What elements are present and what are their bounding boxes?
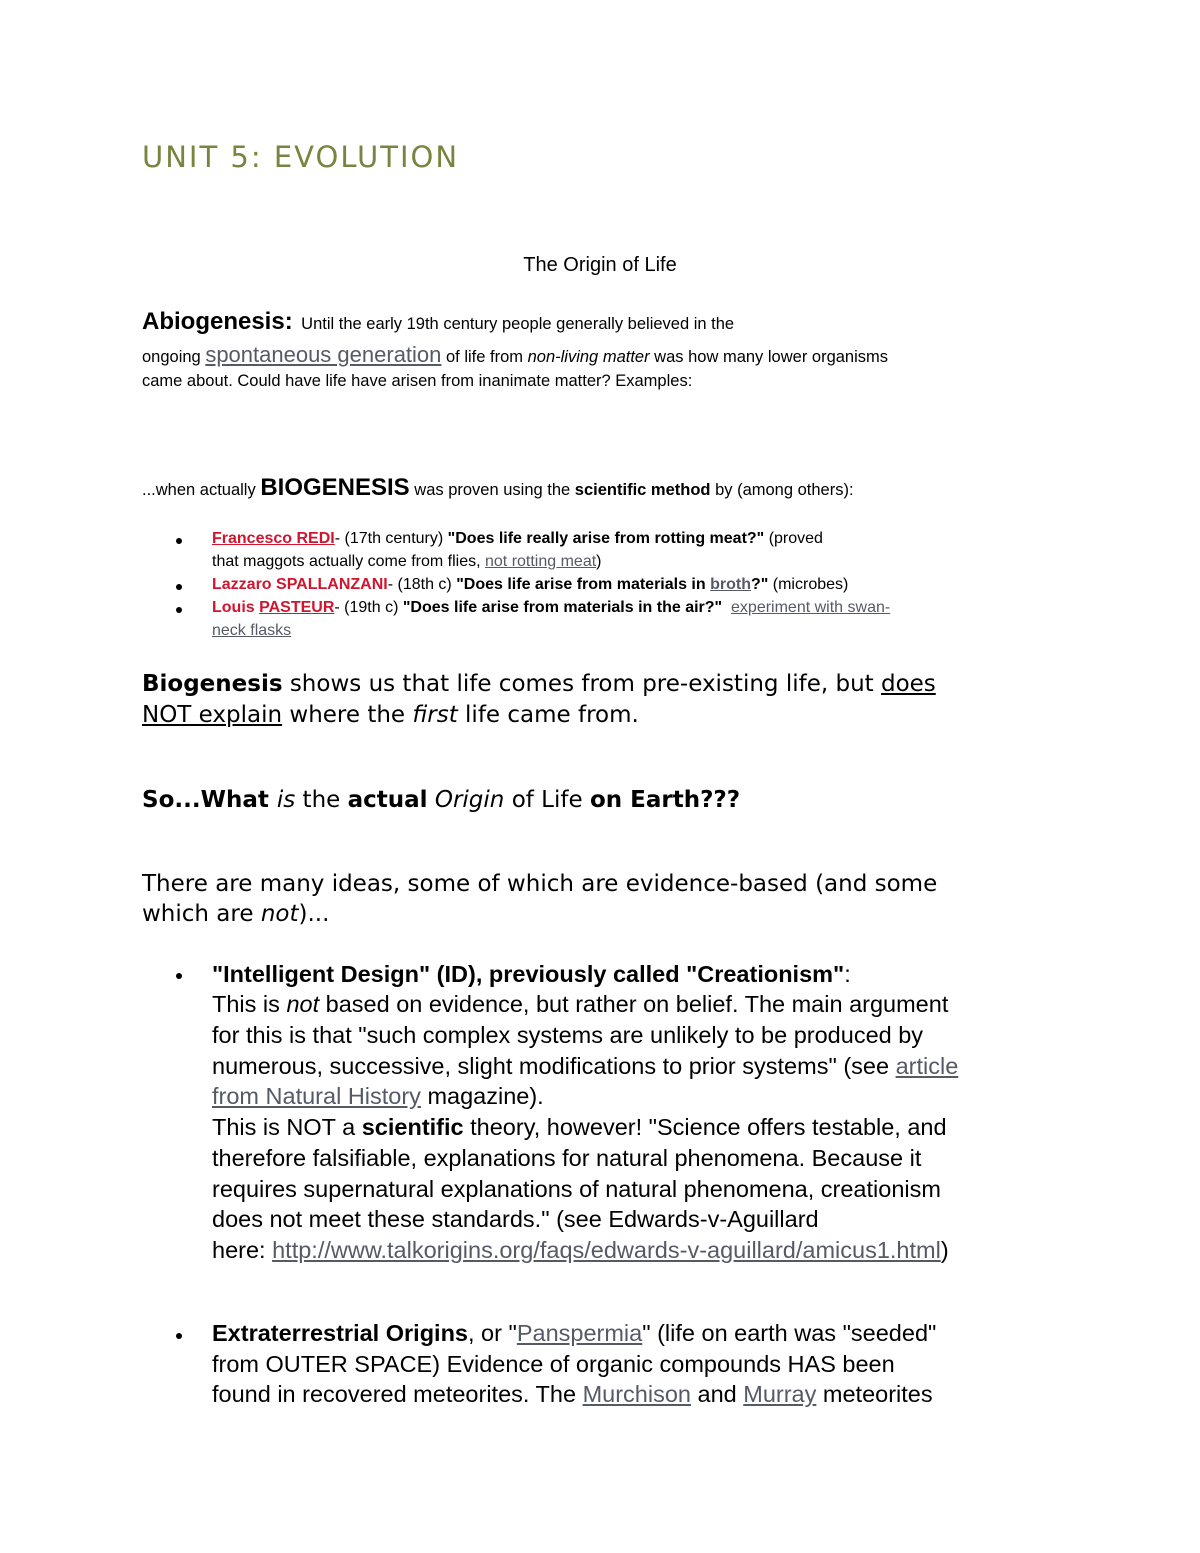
not-rotting-meat-link[interactable]: not rotting meat bbox=[485, 553, 597, 570]
talkorigins-link[interactable]: http://www.talkorigins.org/faqs/edwards-v-aguillard/amicus1.html bbox=[272, 1237, 941, 1263]
id-line-1: This is not based on evidence, but rather on belief. The main argument bbox=[212, 991, 949, 1017]
bullet-icon bbox=[176, 538, 182, 544]
abiogenesis-term: Abiogenesis: bbox=[142, 308, 293, 335]
murray-link[interactable]: Murray bbox=[743, 1381, 817, 1407]
id-line-9: here: http://www.talkorigins.org/faqs/edwards-v-aguillard/amicus1.html) bbox=[212, 1237, 949, 1263]
abiogenesis-line-2: ongoing spontaneous generation of life from non-living matter was how many lower organisms bbox=[142, 342, 889, 367]
ideas-intro-line-1: There are many ideas, some of which are evidence-based (and some bbox=[142, 871, 938, 897]
scientist-pasteur: Louis PASTEUR- (19th c) "Does life arise from materials in the air?" experiment with swan- bbox=[212, 599, 891, 616]
id-line-2: for this is that "such complex systems are unlikely to be produced by bbox=[212, 1022, 924, 1048]
scientist-pasteur-line-2 bbox=[212, 622, 291, 640]
abiogenesis-line-3: came about. Could have life have arisen from inanimate matter? Examples: bbox=[142, 372, 693, 390]
article-link[interactable]: article bbox=[895, 1053, 959, 1079]
origin-question-heading: So...What is the actual Origin of Life on Earth??? bbox=[142, 787, 741, 813]
bullet-icon bbox=[176, 584, 182, 590]
biogenesis-intro: ...when actually BIOGENESIS was proven using the scientific method by (among others): bbox=[142, 474, 854, 501]
biogenesis-term: BIOGENESIS bbox=[260, 474, 410, 501]
pasteur-link[interactable]: PASTEUR bbox=[259, 599, 335, 616]
bullet-icon bbox=[176, 607, 182, 613]
id-line-3: numerous, successive, slight modifications to prior systems" (see article bbox=[212, 1053, 959, 1079]
ideas-intro-line-2: which are not)... bbox=[142, 901, 330, 927]
id-line-6: therefore falsifiable, explanations for natural phenomena. Because it bbox=[212, 1145, 922, 1171]
scientist-spallanzani: Lazzaro SPALLANZANI- (18th c) "Does life arise from materials in broth?" (microbes) bbox=[212, 576, 849, 593]
unit-title: UNIT 5: EVOLUTION bbox=[142, 140, 460, 174]
redi-link[interactable]: Francesco REDI bbox=[212, 530, 335, 547]
murchison-link[interactable]: Murchison bbox=[582, 1381, 691, 1407]
intelligent-design-title: "Intelligent Design" (ID), previously called "Creationism": bbox=[212, 961, 851, 987]
extraterrestrial-line-1: Extraterrestrial Origins, or "Panspermia" (life on earth was "seeded" bbox=[212, 1320, 937, 1346]
bullet-icon bbox=[176, 1333, 182, 1339]
bullet-icon bbox=[176, 973, 182, 979]
biogenesis-statement-line-2: NOT explain where the first life came from. bbox=[142, 702, 639, 728]
id-line-4: from Natural History magazine). bbox=[212, 1083, 544, 1109]
extraterrestrial-line-2: from OUTER SPACE) Evidence of organic compounds HAS been bbox=[212, 1351, 895, 1377]
id-line-5: This is NOT a scientific theory, however! "Science offers testable, and bbox=[212, 1114, 947, 1140]
panspermia-link[interactable]: Panspermia bbox=[516, 1320, 643, 1346]
id-line-7: requires supernatural explanations of natural phenomena, creationism bbox=[212, 1176, 941, 1202]
broth-link[interactable]: broth bbox=[710, 576, 751, 593]
scientist-redi-line-2: that maggots actually come from flies, not rotting meat) bbox=[212, 553, 602, 570]
scientist-redi: Francesco REDI- (17th century) "Does life really arise from rotting meat?" (proved bbox=[212, 530, 823, 547]
id-line-8: does not meet these standards." (see Edwards-v-Aguillard bbox=[212, 1206, 819, 1232]
abiogenesis-line-1: Abiogenesis: Until the early 19th century people generally believed in the bbox=[142, 308, 735, 335]
biogenesis-statement-line-1: Biogenesis shows us that life comes from pre-existing life, but does bbox=[142, 671, 936, 697]
extraterrestrial-line-3: found in recovered meteorites. The Murchison and Murray meteorites bbox=[212, 1381, 933, 1407]
spontaneous-generation-link[interactable]: spontaneous generation bbox=[205, 342, 442, 367]
swan-neck-experiment-link-cont[interactable]: neck flasks bbox=[212, 622, 292, 639]
section-title: The Origin of Life bbox=[523, 254, 677, 276]
natural-history-link[interactable]: from Natural History bbox=[212, 1083, 421, 1109]
swan-neck-experiment-link[interactable]: experiment with swan- bbox=[731, 599, 891, 616]
